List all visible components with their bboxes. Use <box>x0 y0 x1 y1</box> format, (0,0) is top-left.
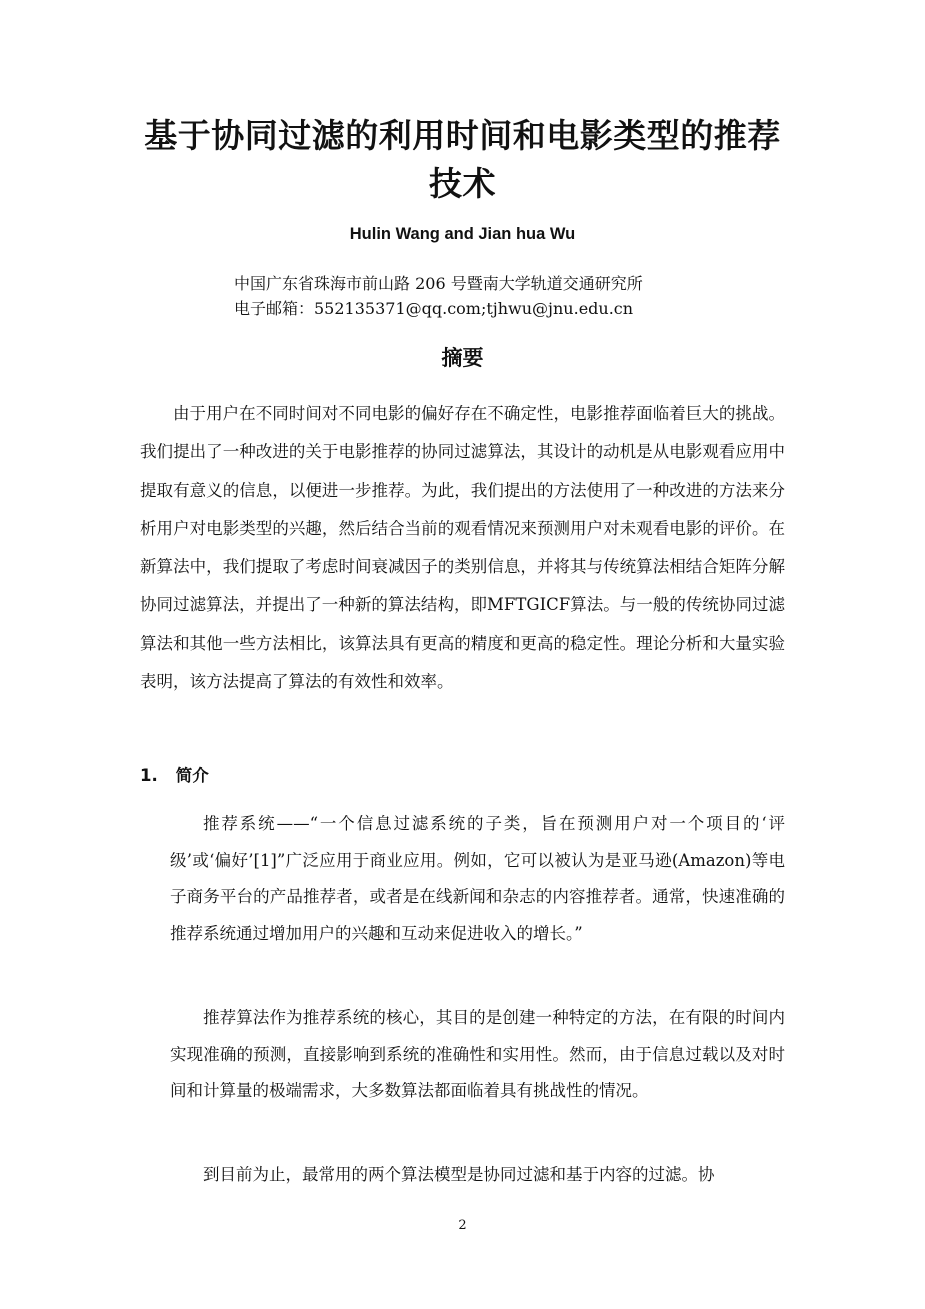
abstract-heading: 摘要 <box>441 346 484 370</box>
affiliation-email: 电子邮箱：552135371@qq.com;tjhwu@jnu.edu.cn <box>234 299 634 318</box>
body-paragraph: 推荐算法作为推荐系统的核心，其目的是创建一种特定的方法，在有限的时间内实现准确的预测，直接影响到系统的准确性和实用性。然而，由于信息过载以及对时间和计算量的极端需求，大多数算法都面临着具有挑战性的情况。 <box>170 1008 785 1100</box>
author-line: Hulin Wang and Jian hua Wu <box>349 225 576 243</box>
body-paragraph: 推荐系统——“一个信息过滤系统的子类，旨在预测用户对一个项目的‘评级’或‘偏好’[1]”广泛应用于商业应用。例如，它可以被认为是亚马逊(Amazon)等电子商务平台的产品推荐者，或者是在线新闻和杂志的内容推荐者。通常，快速准确的推荐系统通过增加用户的兴趣和互动来促进收入的增长。” <box>170 814 785 943</box>
affiliation-address: 中国广东省珠海市前山路 206 号暨南大学轨道交通研究所 <box>234 274 643 293</box>
section-title: 简介 <box>175 766 209 785</box>
section-number: 1. <box>140 766 158 785</box>
affiliation-block <box>234 271 643 321</box>
section-heading <box>140 762 209 786</box>
body-paragraph: 到目前为止，最常用的两个算法模型是协同过滤和基于内容的过滤。协 <box>203 1165 715 1184</box>
page-number: 2 <box>458 1218 467 1233</box>
paper-title: 基于协同过滤的利用时间和电影类型的推荐技术 <box>144 116 781 203</box>
abstract-body: 由于用户在不同时间对不同电影的偏好存在不确定性，电影推荐面临着巨大的挑战。我们提出了一种改进的关于电影推荐的协同过滤算法，其设计的动机是从电影观看应用中提取有意义的信息，以便进一步推荐。为此，我们提出的方法使用了一种改进的方法来分析用户对电影类型的兴趣，然后结合当前的观看情况来预测用户对未观看电影的评价。在新算法中，我们提取了考虑时间衰减因子的类别信息，并将其与传统算法相结合矩阵分解协同过滤算法，并提出了一种新的算法结构，即MFTGICF算法。与一般的传统协同过滤算法和其他一些方法相比，该算法具有更高的精度和更高的稳定性。理论分析和大量实验表明，该方法提高了算法的有效性和效率。 <box>140 404 785 692</box>
